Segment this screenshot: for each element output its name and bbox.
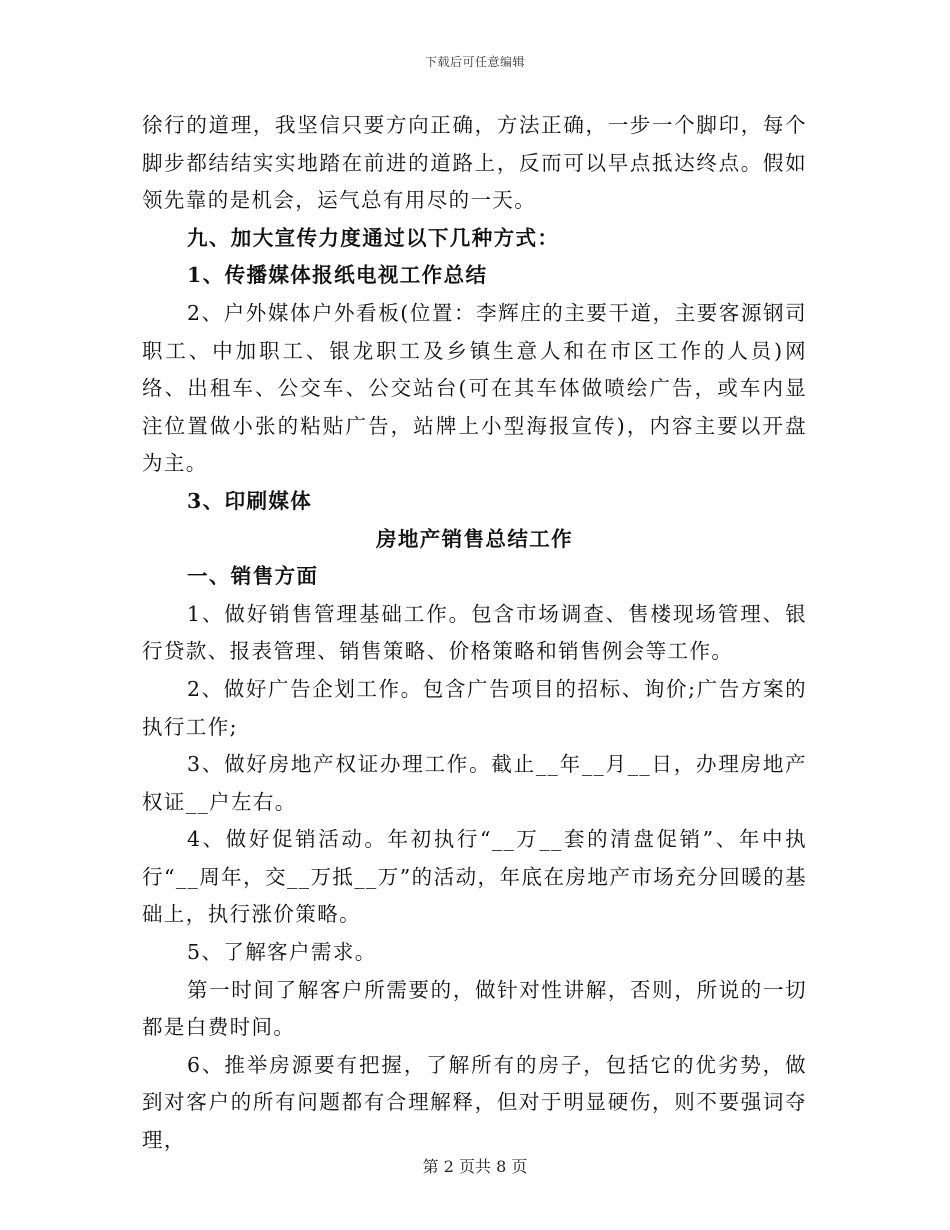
paragraph-sales-4: 4、做好促销活动。年初执行“__万__套的清盘促销”、年中执行“__周年，交__万抵__万”的活动，年底在房地产市场充分回暖的基础上，执行涨价策略。 bbox=[142, 827, 807, 927]
document-body bbox=[142, 107, 807, 1160]
paragraph-continuation: 徐行的道理，我坚信只要方向正确，方法正确，一步一个脚印，每个脚步都结结实实地踏在前进的道路上，反而可以早点抵达终点。假如领先靠的是机会，运气总有用尽的一天。 bbox=[142, 113, 807, 213]
paragraph-sales-5: 5、了解客户需求。 bbox=[187, 940, 377, 965]
heading-sales: 一、销售方面 bbox=[187, 564, 319, 589]
heading-section-nine: 九、加大宣传力度通过以下几种方式： bbox=[187, 225, 560, 250]
paragraph-outdoor-media: 2、户外媒体户外看板(位置：李辉庄的主要干道，主要客源钢司职工、中加职工、银龙职工及乡镇生意人和在市区工作的人员)网络、出租车、公交车、公交站台(可在其车体做喷绘广告，或车内显注位置做小张的粘贴广告，站牌上小型海报宣传)，内容主要以开盘为主。 bbox=[142, 300, 807, 476]
paragraph-sales-5-detail: 第一时间了解客户所需要的，做针对性讲解，否则，所说的一切都是白费时间。 bbox=[142, 977, 807, 1040]
paragraph-sales-2: 2、做好广告企划工作。包含广告项目的招标、询价;广告方案的执行工作; bbox=[142, 676, 807, 739]
page-footer: 第 2 页共 8 页 bbox=[422, 1157, 528, 1176]
heading-print-media: 3、印刷媒体 bbox=[187, 488, 313, 513]
page-header: 下载后可任意编辑 bbox=[424, 55, 525, 69]
paragraph-sales-6: 6、推举房源要有把握，了解所有的房子，包括它的优劣势，做到对客户的所有问题都有合理解释，但对于明显硬伤，则不要强词夺理， bbox=[142, 1052, 807, 1153]
heading-media-item-1: 1、传播媒体报纸电视工作总结 bbox=[187, 263, 488, 288]
paragraph-sales-3: 3、做好房地产权证办理工作。截止__年__月__日，办理房地产权证__户左右。 bbox=[142, 752, 807, 814]
paragraph-sales-1: 1、做好销售管理基础工作。包含市场调查、售楼现场管理、银行贷款、报表管理、销售策略、价格策略和销售例会等工作。 bbox=[142, 601, 807, 664]
document-title: 房地产销售总结工作 bbox=[375, 526, 574, 551]
